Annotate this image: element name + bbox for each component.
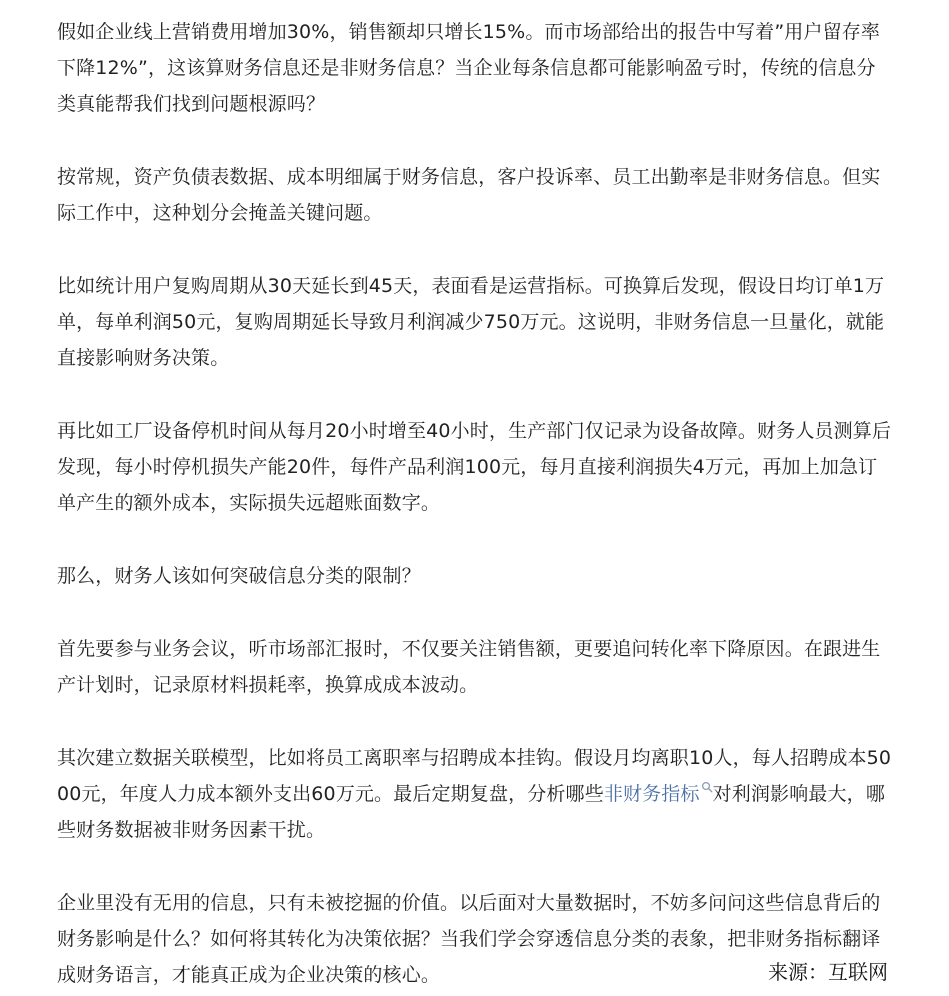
paragraph-8: 企业里没有无用的信息，只有未被挖掘的价值。以后面对大量数据时，不妨多问问这些信息背后的财务影响是什么？如何将其转化为决策依据？当我们学会穿透信息分类的表象，把非财务指标翻译成财务语言，才能真正成为企业决策的核心。 xyxy=(57,892,881,986)
paragraph-7-text-before: 其次建立数据关联模型，比如将员工离职率与招聘成本挂钩。假设月均离职10人，每人招聘成本5000元，年度人力成本额外支出60万元。最后定期复盘，分析哪些 xyxy=(57,747,892,805)
paragraph-1: 假如企业线上营销费用增加30%，销售额却只增长15%。而市场部给出的报告中写着”用户留存率下降12%”，这该算财务信息还是非财务信息？当企业每条信息都可能影响盈亏时，传统的信息分类真能帮我们找到问题根源吗？ xyxy=(57,21,881,115)
keyword-link[interactable]: 非财务指标 xyxy=(603,783,700,805)
paragraph-7-text-after: 对利润影响最大，哪些财务数据被非财务因素干扰。 xyxy=(57,783,885,841)
paragraph-7 xyxy=(57,740,893,848)
paragraph-5: 那么，财务人该如何突破信息分类的限制？ xyxy=(57,565,421,587)
article-body xyxy=(57,14,893,993)
search-icon[interactable] xyxy=(701,781,713,793)
paragraph-4: 再比如工厂设备停机时间从每月20小时增至40小时，生产部门仅记录为设备故障。财务人员测算后发现，每小时停机损失产能20件，每件产品利润100元，每月直接利润损失4万元，再加上加急订单产生的额外成本，实际损失远超账面数字。 xyxy=(57,420,892,514)
paragraph-2: 按常规，资产负债表数据、成本明细属于财务信息，客户投诉率、员工出勤率是非财务信息。但实际工作中，这种划分会掩盖关键问题。 xyxy=(57,166,881,224)
paragraph-6: 首先要参与业务会议，听市场部汇报时，不仅要关注销售额，更要追问转化率下降原因。在跟进生产计划时，记录原材料损耗率，换算成成本波动。 xyxy=(57,638,881,696)
paragraph-3: 比如统计用户复购周期从30天延长到45天，表面看是运营指标。可换算后发现，假设日均订单1万单，每单利润50元，复购周期延长导致月利润减少750万元。这说明，非财务信息一旦量化，就能直接影响财务决策。 xyxy=(57,275,885,369)
source-label: 来源：互联网 xyxy=(760,958,888,986)
